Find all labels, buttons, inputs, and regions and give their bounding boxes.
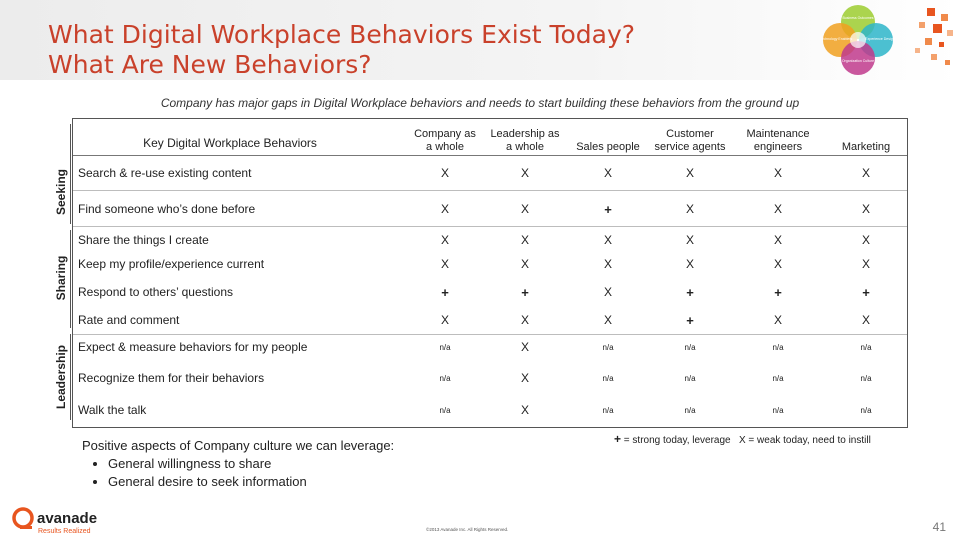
table-cell: X: [773, 257, 782, 271]
group-label-leadership: Leadership: [54, 344, 68, 410]
table-cell: X: [773, 202, 782, 216]
table-cell: X: [861, 202, 870, 216]
positive-item: • General desire to seek information: [108, 473, 394, 491]
pixel-squares-decoration: [905, 4, 957, 76]
positive-heading: Positive aspects of Company culture we can leverage:: [82, 438, 395, 453]
row-label: Find someone who’s done before: [78, 202, 256, 216]
table-cell: X: [861, 313, 870, 327]
row-divider: [72, 190, 908, 191]
group-line-leadership: [70, 334, 71, 420]
title-line-2: What Are New Behaviors?: [48, 50, 372, 79]
row-label: Share the things I create: [78, 233, 209, 247]
table-cell: n/a: [684, 343, 696, 352]
table-cell: n/a: [772, 406, 784, 415]
table-cell: X: [520, 340, 529, 354]
table-cell: X: [440, 233, 449, 247]
row-divider: [72, 226, 908, 227]
table-cell: X: [773, 166, 782, 180]
column-header: [405, 122, 485, 154]
table-cell: X: [440, 257, 449, 271]
table-cell: n/a: [439, 343, 451, 352]
table-cell: X: [440, 313, 449, 327]
column-header: [738, 122, 818, 154]
title-line-1: What Digital Workplace Behaviors Exist Today?: [48, 20, 636, 49]
table-cell: n/a: [860, 343, 872, 352]
table-cell: n/a: [602, 343, 614, 352]
row-label: Search & re-use existing content: [78, 166, 252, 180]
group-line-seeking: [70, 124, 71, 224]
table-cell: X: [520, 202, 529, 216]
copyright: ©2013 Avanade Inc. All Rights Reserved.: [426, 527, 509, 532]
table-cell: +: [521, 285, 529, 300]
column-header-line1: Leadership as: [490, 128, 560, 140]
table-cell: X: [773, 313, 782, 327]
table-cell: n/a: [684, 374, 696, 383]
table-cell: X: [603, 257, 612, 271]
table-cell: n/a: [602, 406, 614, 415]
table-cell: n/a: [439, 406, 451, 415]
table-cell: X: [520, 166, 529, 180]
venn-label-technology: Technology Enablers: [819, 37, 853, 41]
table-cell: +: [441, 285, 449, 300]
row-label: Walk the talk: [78, 403, 147, 417]
table-cell: n/a: [860, 374, 872, 383]
legend-plus-text: = strong today, leverage: [621, 435, 731, 446]
group-label-sharing: Sharing: [54, 255, 68, 301]
venn-label-organization: Organization Culture: [841, 59, 875, 63]
table-cell: X: [773, 233, 782, 247]
venn-label-business: Business Outcomes: [842, 16, 874, 20]
positive-list: [82, 455, 394, 491]
column-header-line2: engineers: [753, 141, 803, 153]
row-label: Expect & measure behaviors for my people: [78, 340, 308, 354]
legend-plus-symbol: +: [614, 432, 622, 446]
table-cell: X: [685, 166, 694, 180]
group-label-seeking: Seeking: [54, 168, 68, 216]
table-cell: X: [520, 403, 529, 417]
table-cell: X: [603, 233, 612, 247]
table-cell: n/a: [602, 374, 614, 383]
row-divider: [72, 334, 908, 335]
column-header: [650, 122, 730, 154]
key-behaviors-header: Key Digital Workplace Behaviors: [143, 136, 317, 150]
table-cell: X: [861, 166, 870, 180]
table-cell: X: [440, 166, 449, 180]
logo-name: avanade: [37, 510, 98, 527]
venn-label-experience: Experience Design: [865, 37, 895, 41]
table-cell: n/a: [772, 374, 784, 383]
legend: [614, 432, 871, 446]
table-cell: +: [774, 285, 782, 300]
group-line-sharing: [70, 230, 71, 328]
table-cell: +: [686, 313, 694, 328]
column-header-line2: a whole: [426, 141, 464, 153]
column-header: [485, 122, 565, 154]
table-cell: +: [862, 285, 870, 300]
column-header: [568, 122, 648, 154]
logo-tagline: Results Realized: [38, 528, 91, 535]
positive-aspects: [82, 438, 394, 491]
logo-mark-icon: [14, 509, 32, 527]
table-cell: n/a: [684, 406, 696, 415]
table-cell: X: [520, 257, 529, 271]
column-header-line2: Marketing: [841, 141, 891, 153]
column-header-line1: Maintenance: [746, 128, 810, 140]
subtitle: Company has major gaps in Digital Workplace behaviors and needs to start building these behaviors from the ground up: [160, 96, 800, 110]
table-cell: X: [603, 285, 612, 299]
positive-item: • General willingness to share: [108, 455, 394, 473]
table-cell: n/a: [772, 343, 784, 352]
column-header-line2: a whole: [506, 141, 544, 153]
table-cell: X: [520, 313, 529, 327]
table-cell: X: [861, 233, 870, 247]
avanade-logo: [10, 504, 120, 536]
column-header-line1: Customer: [666, 128, 714, 140]
table-cell: n/a: [860, 406, 872, 415]
page-number: 41: [932, 520, 946, 534]
row-label: Keep my profile/experience current: [78, 257, 265, 271]
row-label: Respond to others’ questions: [78, 285, 233, 299]
table-cell: X: [685, 257, 694, 271]
row-label: Recognize them for their behaviors: [78, 371, 265, 385]
table-cell: X: [861, 257, 870, 271]
column-header-line2: service agents: [654, 141, 726, 153]
table-cell: X: [603, 166, 612, 180]
table-cell: +: [686, 285, 694, 300]
legend-x-text: X = weak today, need to instill: [738, 435, 871, 446]
venn-diagram-graphic: [812, 2, 902, 76]
column-header-line2: Sales people: [576, 141, 640, 153]
page-title: [48, 20, 635, 80]
table-cell: +: [604, 202, 612, 217]
table-cell: n/a: [439, 374, 451, 383]
table-cell: X: [520, 233, 529, 247]
table-cell: X: [685, 202, 694, 216]
table-cell: X: [685, 233, 694, 247]
table-cell: X: [603, 313, 612, 327]
table-cell: X: [520, 371, 529, 385]
venn-center: [850, 32, 866, 48]
column-header-line1: Company as: [414, 128, 476, 140]
table-cell: X: [440, 202, 449, 216]
column-header: [826, 122, 906, 154]
row-label: Rate and comment: [78, 313, 180, 327]
